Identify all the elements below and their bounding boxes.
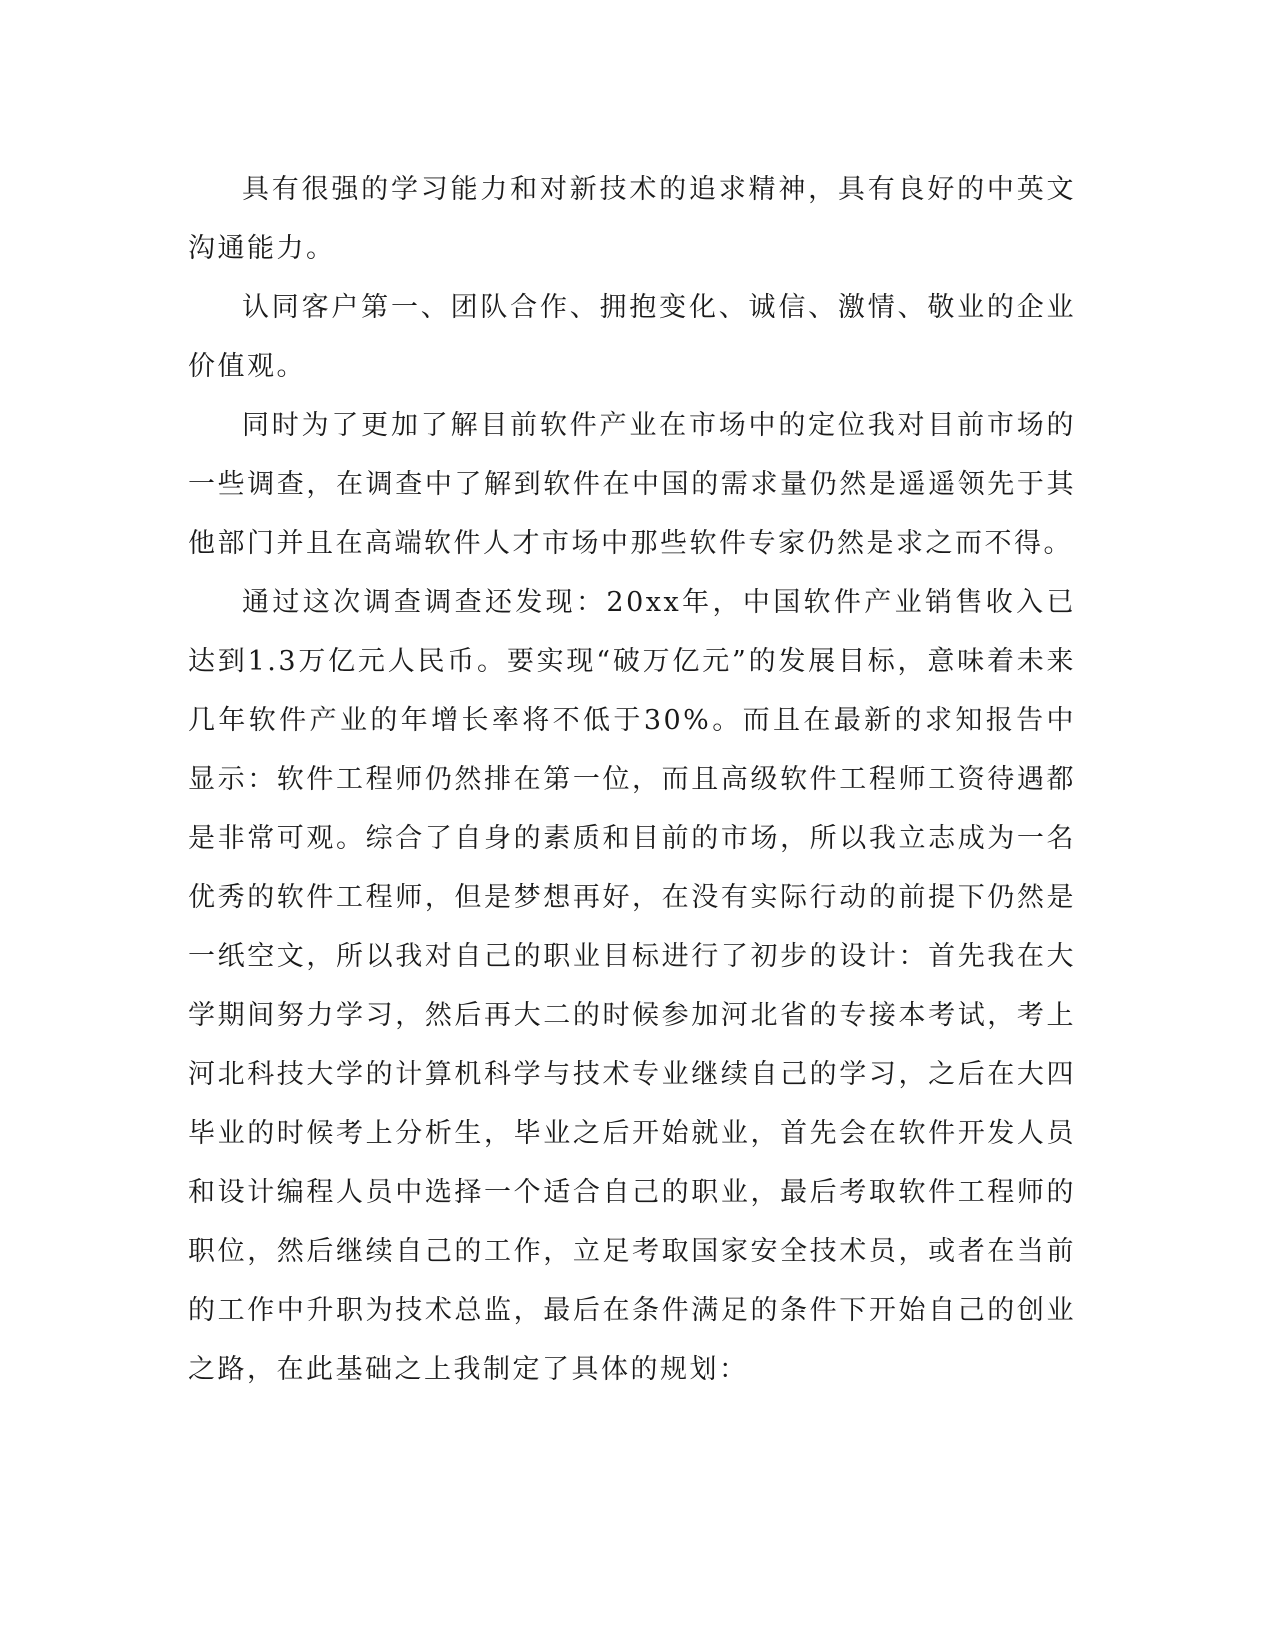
paragraph-career-plan: 通过这次调查调查还发现：20xx年，中国软件产业销售收入已达到1.3万亿元人民币。要实现“破万亿元”的发展目标，意味着未来几年软件产业的年增长率将不低于30%。而且在最新的求知报告中显示：软件工程师仍然排在第一位，而且高级软件工程师工资待遇都是非常可观。综合了自身的素质和目前的市场，所以我立志成为一名优秀的软件工程师，但是梦想再好，在没有实际行动的前提下仍然是一纸空文，所以我对自己的职业目标进行了初步的设计：首先我在大学期间努力学习，然后再大二的时候参加河北省的专接本考试，考上河北科技大学的计算机科学与技术专业继续自己的学习，之后在大四毕业的时候考上分析生，毕业之后开始就业，首先会在软件开发人员和设计编程人员中选择一个适合自己的职业，最后考取软件工程师的职位，然后继续自己的工作，立足考取国家安全技术员，或者在当前的工作中升职为技术总监，最后在条件满足的条件下开始自己的创业之路，在此基础之上我制定了具体的规划： [188, 587, 1076, 1385]
document-body [188, 160, 1076, 1399]
paragraph-values: 认同客户第一、团队合作、拥抱变化、诚信、激情、敬业的企业价值观。 [188, 292, 1076, 382]
paragraph-market-survey: 同时为了更加了解目前软件产业在市场中的定位我对目前市场的一些调查，在调查中了解到软件在中国的需求量仍然是遥遥领先于其他部门并且在高端软件人才市场中那些软件专家仍然是求之而不得。 [188, 410, 1076, 559]
paragraph-learning-ability: 具有很强的学习能力和对新技术的追求精神，具有良好的中英文沟通能力。 [188, 174, 1076, 264]
